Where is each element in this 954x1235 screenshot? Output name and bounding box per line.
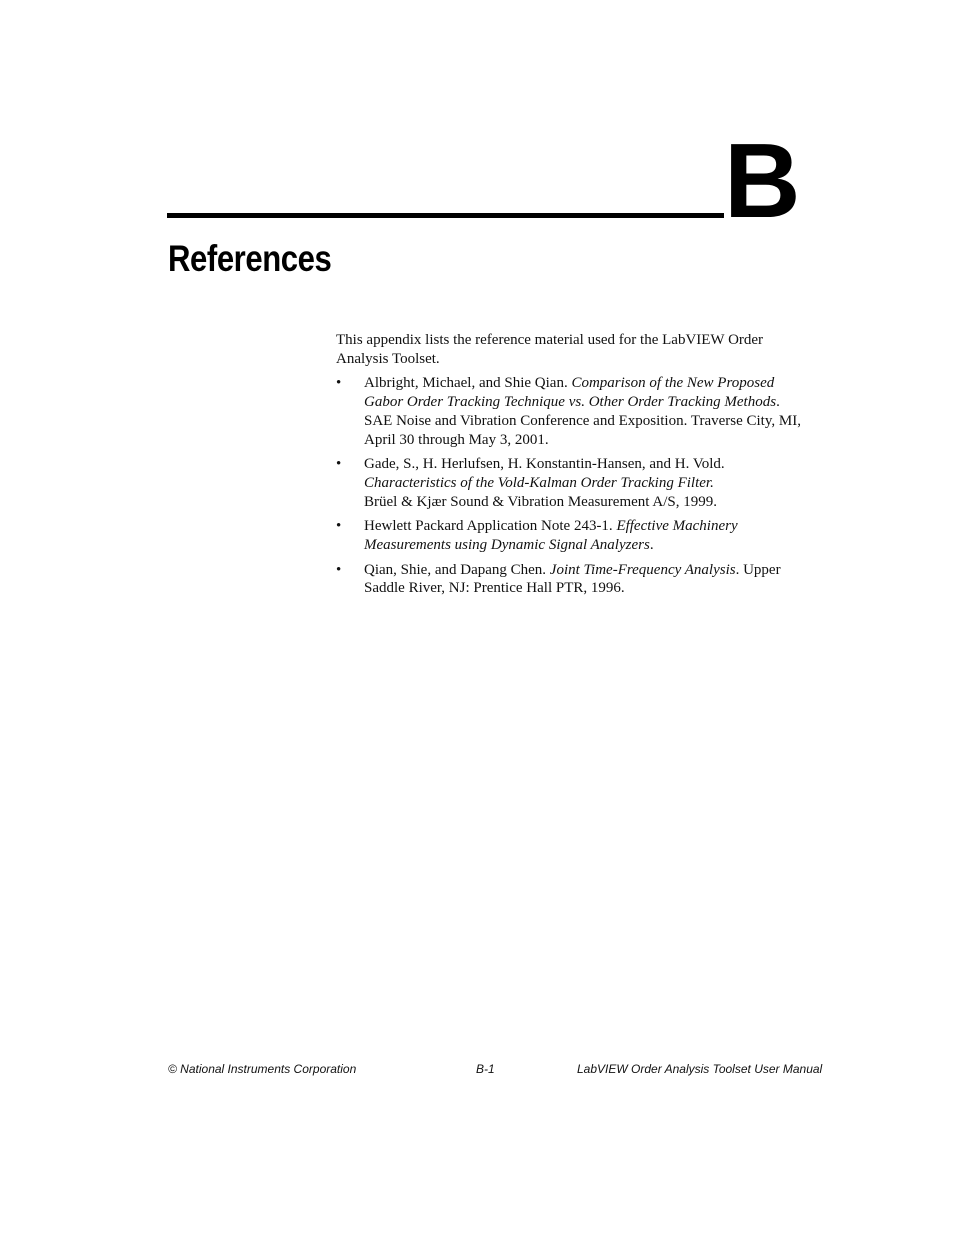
reference-title: Comparison of the New Proposed Gabor Order Tracking Technique vs. Other Order Tracking Methods (364, 375, 777, 411)
reference-item (336, 517, 806, 554)
reference-item (336, 374, 806, 449)
bullet-icon: • (336, 518, 342, 535)
chapter-title: References (168, 238, 332, 279)
reference-details: . Upper Saddle River, NJ: Prentice Hall PTR, 1996. (364, 561, 781, 597)
reference-details: . (649, 537, 654, 554)
chapter-letter: B (724, 122, 799, 240)
reference-item (336, 455, 806, 511)
reference-details: . SAE Noise and Vibration Conference and Exposition. Traverse City, MI, April 30 through May 3, 2001. (364, 394, 801, 448)
reference-title: Effective Machinery Measurements using Dynamic Signal Analyzers (364, 518, 738, 554)
reference-item (336, 561, 806, 598)
footer-manual-title: LabVIEW Order Analysis Toolset User Manual (577, 1062, 823, 1076)
reference-authors: Qian, Shie, and Dapang Chen. (364, 561, 550, 578)
footer-page-number: B-1 (476, 1062, 495, 1076)
reference-list (336, 374, 806, 598)
reference-title: Characteristics of the Vold-Kalman Order Tracking Filter. (364, 474, 714, 491)
main-content (336, 331, 806, 604)
bullet-icon: • (336, 561, 342, 578)
intro-paragraph: This appendix lists the reference material used for the LabVIEW Order Analysis Toolset. (336, 332, 764, 367)
reference-authors: Albright, Michael, and Shie Qian. (364, 375, 572, 392)
bullet-icon: • (336, 456, 342, 473)
reference-title: Joint Time-Frequency Analysis (549, 561, 736, 578)
footer-copyright: © National Instruments Corporation (168, 1062, 357, 1076)
bullet-icon: • (336, 375, 342, 392)
reference-authors: Hewlett Packard Application Note 243-1. (364, 518, 617, 535)
reference-details: Brüel & Kjær Sound & Vibration Measurement A/S, 1999. (364, 493, 717, 510)
chapter-rule (167, 213, 724, 218)
reference-authors: Gade, S., H. Herlufsen, H. Konstantin-Hansen, and H. Vold. (364, 456, 725, 473)
